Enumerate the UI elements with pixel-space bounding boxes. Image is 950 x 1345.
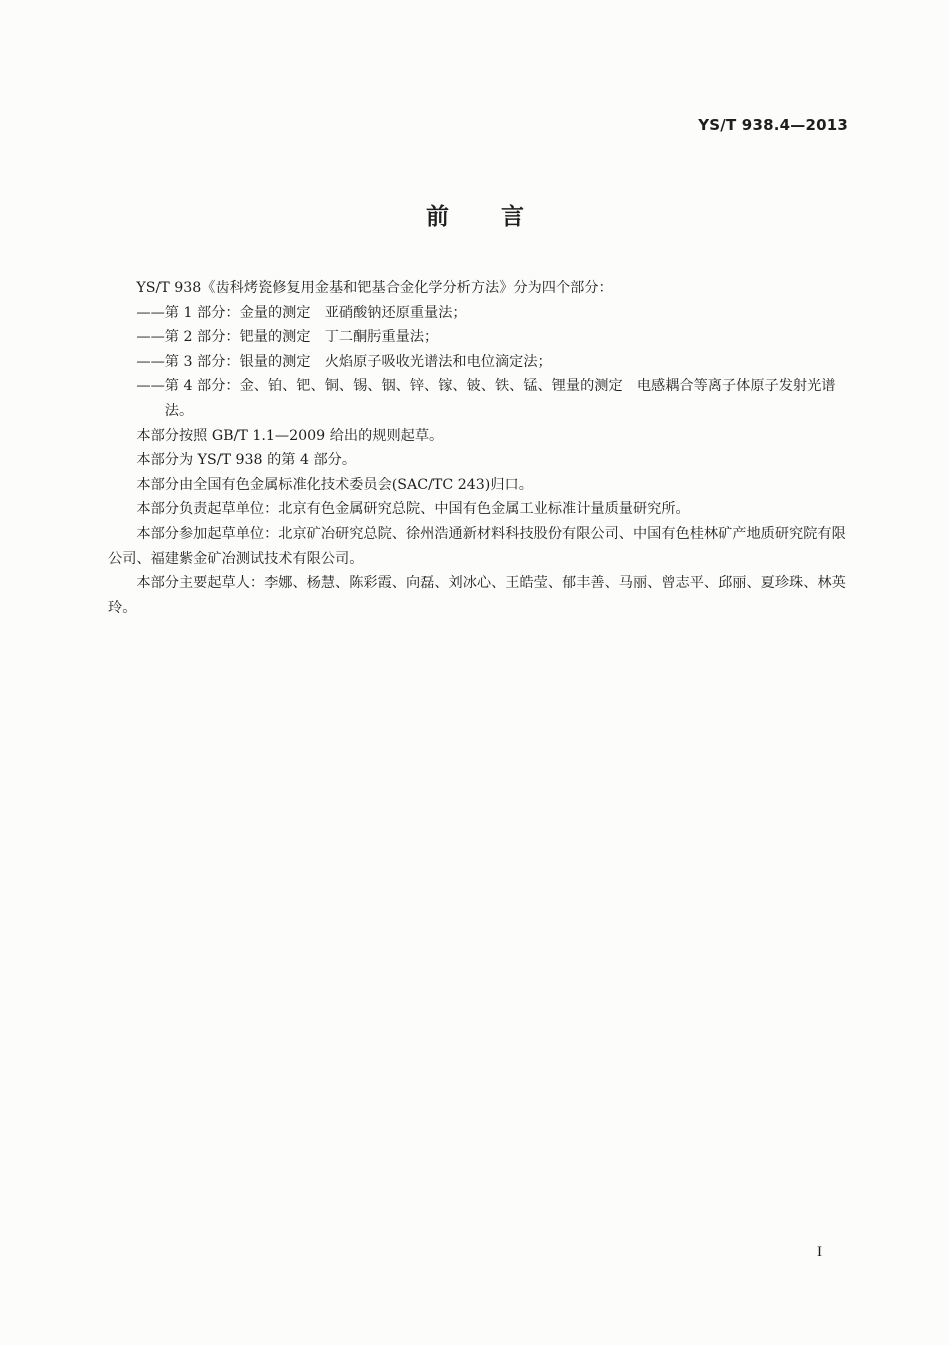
part-item-1: ——第 1 部分：金量的测定 亚硝酸钠还原重量法； [136,304,467,321]
page-number: I [817,1244,822,1260]
intro-paragraph: YS/T 938《齿科烤瓷修复用金基和钯基合金化学分析方法》分为四个部分： [136,280,613,296]
part-item-3: ——第 3 部分：银量的测定 火焰原子吸收光谱法和电位滴定法； [136,353,552,370]
page-title: 前言 [426,204,576,230]
part-item-2: ——第 2 部分：钯量的测定 丁二酮肟重量法； [136,329,439,346]
standard-number: YS/T 938.4—2013 [698,116,848,134]
document-body [108,276,850,620]
responsible-units-paragraph: 本部分负责起草单位：北京有色金属研究总院、中国有色金属工业标准计量质量研究所。 [136,501,690,518]
committee-paragraph: 本部分由全国有色金属标准化技术委员会(SAC/TC 243)归口。 [136,476,533,493]
participating-units-paragraph: 本部分参加起草单位：北京矿冶研究总院、徐州浩通新材料科技股份有限公司、中国有色桂林矿产地质研究院有限公司、福建紫金矿冶测试技术有限公司。 [108,525,846,567]
part-item-4: ——第 4 部分：金、铂、钯、铜、锡、铟、锌、镓、铍、铁、锰、锂量的测定 电感耦合等离子体原子发射光谱法。 [136,378,836,419]
part-number-paragraph: 本部分为 YS/T 938 的第 4 部分。 [136,452,357,469]
drafting-rules-paragraph: 本部分按照 GB/T 1.1—2009 给出的规则起草。 [136,427,444,444]
drafters-paragraph: 本部分主要起草人：李娜、杨慧、陈彩霞、向磊、刘冰心、王皓莹、郁丰善、马丽、曾志平、邱丽、夏珍珠、林英玲。 [108,575,846,616]
